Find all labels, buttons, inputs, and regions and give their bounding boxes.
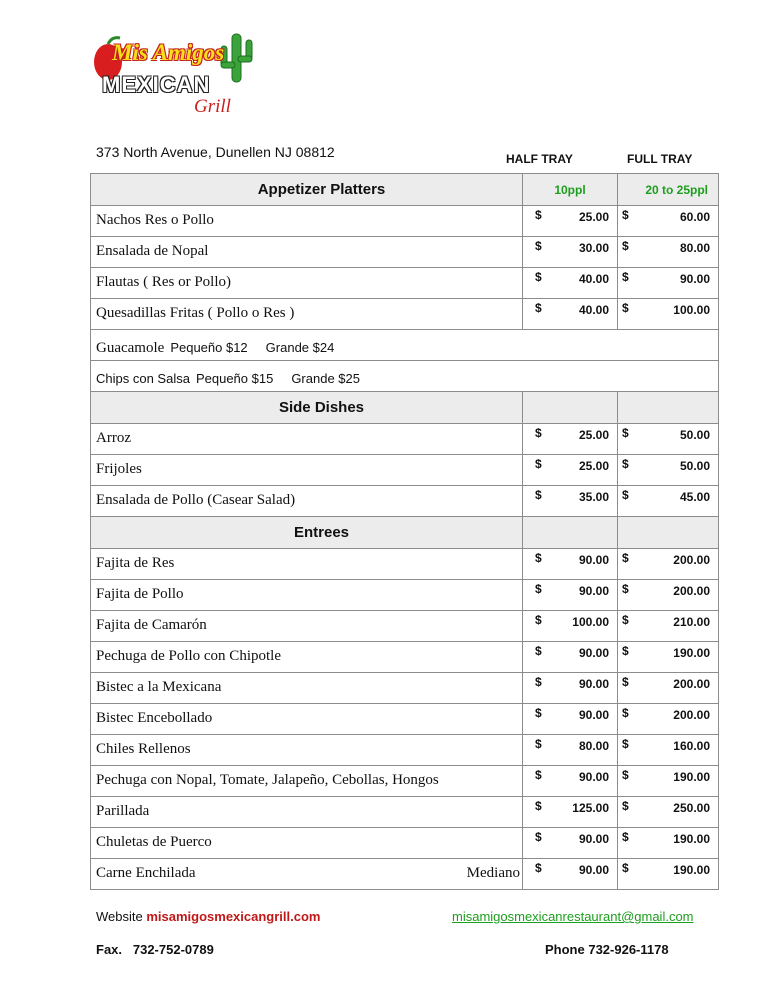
item-name: Ensalada de Pollo (Casear Salad)	[96, 492, 296, 508]
full-tray-price: 200.00	[673, 708, 710, 722]
item-name-cell	[91, 237, 523, 268]
full-tray-price: 60.00	[679, 210, 710, 224]
size-price-cell	[91, 330, 719, 361]
cactus-icon	[221, 34, 252, 82]
section-title-cell	[91, 517, 523, 549]
half-tray-price: 80.00	[578, 739, 609, 753]
item-name: Flautas ( Res or Pollo)	[96, 274, 231, 290]
half-tray-price: 90.00	[578, 770, 609, 784]
half-note-cell	[523, 392, 618, 424]
full-tray-price: 200.00	[673, 553, 710, 567]
menu-item-row	[91, 704, 719, 735]
logo-text-grill: Grill	[194, 96, 231, 117]
currency-symbol: $	[535, 426, 542, 440]
half-price-cell	[523, 424, 618, 455]
small-price: Pequeño $15	[195, 371, 274, 386]
item-name-cell	[91, 424, 523, 455]
item-name-cell	[91, 486, 523, 517]
half-price-cell	[523, 673, 618, 704]
half-tray-price: 125.00	[572, 801, 609, 815]
full-tray-price: 50.00	[679, 428, 710, 442]
menu-item-row	[91, 580, 719, 611]
full-price-cell	[618, 237, 719, 268]
half-price-cell	[523, 455, 618, 486]
half-tray-price: 25.00	[578, 428, 609, 442]
fax-label: Fax.	[96, 942, 123, 957]
half-tray-serving: 10ppl	[554, 182, 586, 197]
item-name-cell	[91, 611, 523, 642]
menu-item-row	[91, 735, 719, 766]
section-title-cell	[91, 174, 523, 206]
half-tray-price: 100.00	[572, 615, 609, 629]
currency-symbol: $	[622, 675, 629, 689]
currency-symbol: $	[622, 768, 629, 782]
full-tray-price: 190.00	[673, 832, 710, 846]
menu-item-row	[91, 486, 719, 517]
full-tray-price: 45.00	[679, 490, 710, 504]
full-tray-price: 50.00	[679, 459, 710, 473]
half-price-cell	[523, 206, 618, 237]
menu-item-row	[91, 549, 719, 580]
item-name: Chiles Rellenos	[96, 741, 191, 757]
item-name-cell	[91, 299, 523, 330]
currency-symbol: $	[622, 457, 629, 471]
menu-item-row	[91, 766, 719, 797]
item-size-note: Mediano	[466, 865, 520, 881]
half-price-cell	[523, 611, 618, 642]
menu-table	[90, 173, 719, 890]
item-name-cell	[91, 859, 523, 890]
full-price-cell	[618, 206, 719, 237]
half-tray-price: 90.00	[578, 584, 609, 598]
size-price-line	[91, 364, 718, 388]
item-name-cell	[91, 455, 523, 486]
size-price-cell	[91, 361, 719, 392]
menu-item-row	[91, 642, 719, 673]
currency-symbol: $	[622, 737, 629, 751]
full-price-cell	[618, 580, 719, 611]
section-header-entrees	[91, 517, 719, 549]
full-price-cell	[618, 611, 719, 642]
section-header-sides	[91, 392, 719, 424]
currency-symbol: $	[535, 551, 542, 565]
currency-symbol: $	[535, 768, 542, 782]
currency-symbol: $	[622, 488, 629, 502]
item-name-cell	[91, 766, 523, 797]
menu-item-row	[91, 797, 719, 828]
item-name-cell	[91, 580, 523, 611]
menu-item-row	[91, 455, 719, 486]
menu-item-row	[91, 673, 719, 704]
currency-symbol: $	[622, 301, 629, 315]
item-name: Pechuga de Pollo con Chipotle	[96, 648, 281, 664]
item-name: Ensalada de Nopal	[96, 243, 209, 259]
website-label: Website	[96, 909, 143, 924]
menu-item-row	[91, 611, 719, 642]
menu-item-row-chips	[91, 361, 719, 392]
full-price-cell	[618, 704, 719, 735]
half-note-cell	[523, 174, 618, 206]
half-price-cell	[523, 704, 618, 735]
full-tray-price: 190.00	[673, 646, 710, 660]
size-price-line	[91, 333, 718, 357]
half-price-cell	[523, 797, 618, 828]
currency-symbol: $	[622, 644, 629, 658]
item-name-cell	[91, 797, 523, 828]
full-tray-price: 160.00	[673, 739, 710, 753]
half-price-cell	[523, 859, 618, 890]
full-price-cell	[618, 549, 719, 580]
half-price-cell	[523, 766, 618, 797]
menu-item-row	[91, 424, 719, 455]
full-price-cell	[618, 735, 719, 766]
restaurant-logo	[90, 32, 260, 132]
item-name: Fajita de Res	[96, 555, 175, 571]
full-price-cell	[618, 828, 719, 859]
section-title: Side Dishes	[278, 399, 365, 416]
fax-number: 732-752-0789	[132, 942, 214, 957]
item-name: Pechuga con Nopal, Tomate, Jalapeño, Cebollas, Hongos	[96, 772, 439, 788]
item-name: Bistec a la Mexicana	[96, 679, 222, 695]
currency-symbol: $	[535, 582, 542, 596]
full-price-cell	[618, 268, 719, 299]
currency-symbol: $	[622, 706, 629, 720]
menu-item-row	[91, 859, 719, 890]
currency-symbol: $	[535, 488, 542, 502]
section-title: Entrees	[293, 524, 350, 541]
half-price-cell	[523, 237, 618, 268]
currency-symbol: $	[535, 644, 542, 658]
currency-symbol: $	[535, 457, 542, 471]
half-tray-price: 40.00	[578, 303, 609, 317]
full-note-cell	[618, 174, 719, 206]
email-link[interactable]: misamigosmexicanrestaurant@gmail.com	[452, 909, 694, 924]
full-tray-price: 80.00	[679, 241, 710, 255]
currency-symbol: $	[535, 613, 542, 627]
item-name-cell	[91, 206, 523, 237]
item-name: Chuletas de Puerco	[96, 834, 212, 850]
half-price-cell	[523, 580, 618, 611]
section-title-cell	[91, 392, 523, 424]
currency-symbol: $	[535, 270, 542, 284]
item-name-cell	[91, 549, 523, 580]
item-name-cell	[91, 673, 523, 704]
menu-item-row	[91, 268, 719, 299]
currency-symbol: $	[622, 582, 629, 596]
full-tray-price: 250.00	[673, 801, 710, 815]
item-name: Parillada	[96, 803, 150, 819]
item-name-cell	[91, 828, 523, 859]
full-tray-price: 210.00	[673, 615, 710, 629]
currency-symbol: $	[535, 830, 542, 844]
website-link[interactable]: misamigosmexicangrill.com	[146, 909, 321, 924]
currency-symbol: $	[535, 799, 542, 813]
item-name-cell	[91, 642, 523, 673]
large-price: Grande $24	[265, 340, 335, 355]
half-tray-price: 90.00	[578, 646, 609, 660]
full-price-cell	[618, 797, 719, 828]
half-price-cell	[523, 828, 618, 859]
full-price-cell	[618, 859, 719, 890]
half-tray-price: 30.00	[578, 241, 609, 255]
full-price-cell	[618, 486, 719, 517]
currency-symbol: $	[622, 799, 629, 813]
full-price-cell	[618, 642, 719, 673]
half-tray-price: 35.00	[578, 490, 609, 504]
half-price-cell	[523, 486, 618, 517]
half-note-cell	[523, 517, 618, 549]
half-tray-price: 25.00	[578, 459, 609, 473]
phone-number: Phone 732-926-1178	[545, 942, 669, 957]
full-tray-price: 190.00	[673, 863, 710, 877]
item-name-cell	[91, 735, 523, 766]
currency-symbol: $	[535, 675, 542, 689]
item-name: Arroz	[96, 430, 131, 446]
currency-symbol: $	[622, 551, 629, 565]
section-title: Appetizer Platters	[257, 181, 386, 198]
full-tray-price: 100.00	[673, 303, 710, 317]
menu-item-row	[91, 237, 719, 268]
currency-symbol: $	[535, 208, 542, 222]
fax-line	[96, 942, 214, 957]
menu-item-row-guacamole	[91, 330, 719, 361]
small-price: Pequeño $12	[170, 340, 248, 355]
currency-symbol: $	[535, 737, 542, 751]
half-tray-price: 90.00	[578, 863, 609, 877]
currency-symbol: $	[535, 861, 542, 875]
currency-symbol: $	[622, 426, 629, 440]
full-price-cell	[618, 455, 719, 486]
currency-symbol: $	[535, 239, 542, 253]
full-tray-serving: 20 to 25ppl	[645, 182, 708, 197]
full-tray-header: FULL TRAY	[627, 152, 693, 166]
half-price-cell	[523, 549, 618, 580]
half-tray-price: 40.00	[578, 272, 609, 286]
full-price-cell	[618, 673, 719, 704]
half-price-cell	[523, 268, 618, 299]
menu-item-row	[91, 206, 719, 237]
item-name: Guacamole	[96, 340, 165, 356]
half-tray-price: 90.00	[578, 553, 609, 567]
logo-text-mexican: MEXICAN	[102, 72, 211, 97]
item-name-cell	[91, 268, 523, 299]
item-name: Quesadillas Fritas ( Pollo o Res )	[96, 305, 295, 321]
half-tray-price: 90.00	[578, 832, 609, 846]
item-name: Nachos Res o Pollo	[96, 212, 214, 228]
menu-item-row	[91, 299, 719, 330]
full-tray-price: 90.00	[679, 272, 710, 286]
section-header-appetizers	[91, 174, 719, 206]
half-price-cell	[523, 735, 618, 766]
half-tray-price: 25.00	[578, 210, 609, 224]
restaurant-address: 373 North Avenue, Dunellen NJ 08812	[96, 144, 335, 160]
logo-text-mis-amigos: Mis Amigos	[112, 40, 225, 65]
currency-symbol: $	[622, 239, 629, 253]
menu-item-row	[91, 828, 719, 859]
full-price-cell	[618, 299, 719, 330]
currency-symbol: $	[622, 830, 629, 844]
full-note-cell	[618, 517, 719, 549]
half-tray-price: 90.00	[578, 677, 609, 691]
full-note-cell	[618, 392, 719, 424]
full-tray-price: 190.00	[673, 770, 710, 784]
website-line	[96, 909, 320, 924]
currency-symbol: $	[535, 301, 542, 315]
currency-symbol: $	[622, 861, 629, 875]
item-name: Chips con Salsa	[96, 371, 190, 386]
currency-symbol: $	[622, 613, 629, 627]
full-price-cell	[618, 424, 719, 455]
item-name: Fajita de Pollo	[96, 586, 184, 602]
item-name: Fajita de Camarón	[96, 617, 207, 633]
item-name-cell	[91, 704, 523, 735]
large-price: Grande $25	[291, 371, 360, 386]
half-price-cell	[523, 642, 618, 673]
currency-symbol: $	[535, 706, 542, 720]
item-name: Carne Enchilada	[96, 865, 196, 881]
currency-symbol: $	[622, 270, 629, 284]
item-name: Bistec Encebollado	[96, 710, 213, 726]
half-price-cell	[523, 299, 618, 330]
full-tray-price: 200.00	[673, 584, 710, 598]
item-name: Frijoles	[96, 461, 142, 477]
full-tray-price: 200.00	[673, 677, 710, 691]
half-tray-header: HALF TRAY	[506, 152, 573, 166]
currency-symbol: $	[622, 208, 629, 222]
full-price-cell	[618, 766, 719, 797]
half-tray-price: 90.00	[578, 708, 609, 722]
